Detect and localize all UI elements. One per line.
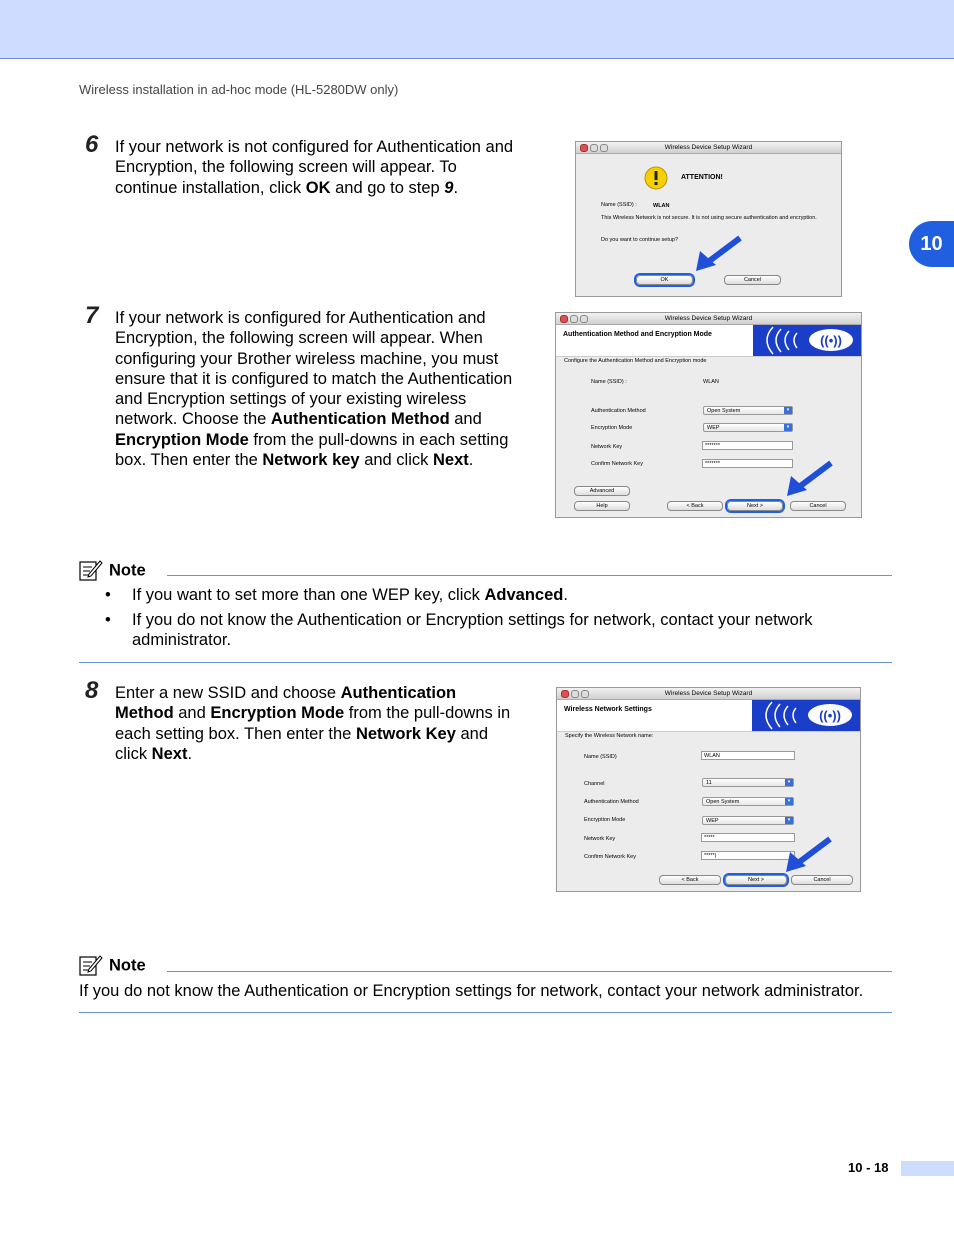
top-band (0, 0, 954, 59)
auth-method-label: Authentication Method (591, 408, 646, 414)
chevron-down-icon: ▾ (785, 779, 793, 786)
cancel-button[interactable]: Cancel (724, 275, 781, 285)
subtitle: Specify the Wireless Network name: (565, 733, 654, 739)
dialog-banner (556, 325, 861, 357)
dialog-title: Wireless Device Setup Wizard (664, 315, 753, 322)
network-key-label: Network Key (584, 836, 616, 842)
banner-title: Authentication Method and Encryption Mode (563, 331, 712, 338)
pointer-arrow (782, 834, 834, 874)
step-number-7: 7 (85, 302, 99, 329)
channel-label: Channel (584, 781, 605, 787)
back-button[interactable]: < Back (659, 875, 721, 885)
attention-heading: ATTENTION! (681, 174, 723, 181)
channel-select[interactable]: 11 ▾ (702, 778, 794, 787)
window-controls[interactable] (580, 144, 610, 156)
ssid-label: Name (SSID) : (591, 379, 627, 385)
note-end-rule (79, 662, 892, 663)
note-pencil-icon (79, 955, 103, 977)
encryption-mode-select[interactable]: WEP ▾ (703, 423, 793, 432)
confirm-key-field[interactable]: ******* (702, 459, 793, 468)
step-number-6: 6 (85, 131, 99, 158)
encryption-mode-select[interactable]: WEP ▾ (702, 816, 794, 825)
wireless-logo-icon (753, 325, 861, 356)
svg-text:((•)): ((•)) (820, 333, 842, 348)
auth-method-select[interactable]: Open System ▾ (702, 797, 794, 806)
dialog-title-bar (576, 142, 841, 154)
running-header: Wireless installation in ad-hoc mode (HL-5280DW only) (79, 82, 399, 97)
auth-method-select[interactable]: Open System ▾ (703, 406, 793, 415)
chevron-down-icon: ▾ (784, 407, 792, 414)
encryption-mode-label: Encryption Mode (591, 425, 633, 431)
auth-method-label: Authentication Method (584, 799, 639, 805)
help-button[interactable]: Help (574, 501, 630, 511)
note-rule (167, 575, 892, 576)
dialog-title-bar (556, 313, 861, 325)
ok-button[interactable]: OK (636, 275, 693, 285)
chevron-down-icon: ▾ (785, 817, 793, 824)
cancel-button[interactable]: Cancel (790, 501, 846, 511)
page-number: 10 - 18 (848, 1160, 889, 1175)
insecure-message: This Wireless Network is not secure. It is not using secure authentication and encryption. (601, 215, 817, 221)
chapter-tab: 10 (909, 221, 954, 267)
attention-dialog (575, 141, 842, 297)
banner-title: Wireless Network Settings (564, 706, 652, 713)
confirm-key-label: Confirm Network Key (584, 854, 636, 860)
encryption-mode-label: Encryption Mode (584, 817, 626, 823)
confirm-key-field[interactable]: *****| (701, 851, 795, 860)
note-rule (167, 971, 892, 972)
note-text: If you do not know the Authentication or Encryption settings for network, contact your network administrator. (79, 982, 864, 1000)
dialog-banner (557, 700, 860, 732)
footer-bar (901, 1161, 954, 1176)
ssid-field[interactable]: WLAN (701, 751, 795, 760)
cancel-button[interactable]: Cancel (791, 875, 853, 885)
note-pencil-icon (79, 560, 103, 582)
network-key-field[interactable]: ******* (702, 441, 793, 450)
confirm-key-label: Confirm Network Key (591, 461, 643, 467)
note-end-rule (79, 1012, 892, 1013)
step-8-text: Enter a new SSID and choose Authentication Method and Encryption Mode from the pull-downs in each setting box. Then enter the Network Key and click Next. (115, 684, 511, 763)
step-7-text: If your network is configured for Authentication and Encryption, the following screen will appear. When configuring your Brother wireless machine, you must ensure that it is configured to match the Authentication and Encryption settings of your existing wireless network. Choose the Authentication Method and Encryption Mode from the pull-downs in each setting box. Then enter the Network key and click Next. (115, 309, 513, 470)
ssid-label: Name (SSID) (584, 754, 617, 760)
back-button[interactable]: < Back (667, 501, 723, 511)
ssid-value: WLAN (653, 203, 670, 209)
svg-text:((•)): ((•)) (819, 708, 841, 723)
chevron-down-icon: ▾ (784, 424, 792, 431)
dialog-title-bar (557, 688, 860, 700)
network-key-field[interactable]: ***** (701, 833, 795, 842)
step-6-text: If your network is not configured for Authentication and Encryption, the following screen will appear. To continue installation, click OK and go to step 9. (115, 138, 514, 197)
advanced-button[interactable]: Advanced (574, 486, 630, 496)
ssid-label: Name (SSID) : (601, 202, 637, 208)
pointer-arrow (692, 233, 744, 273)
note-heading: Note (79, 955, 146, 977)
network-key-label: Network Key (591, 444, 623, 450)
next-button[interactable]: Next > (725, 875, 787, 885)
dialog-title: Wireless Device Setup Wizard (664, 144, 753, 151)
next-button[interactable]: Next > (727, 501, 783, 511)
chevron-down-icon: ▾ (785, 798, 793, 805)
continue-question: Do you want to continue setup? (601, 237, 679, 243)
warning-icon (643, 166, 669, 190)
subtitle: Configure the Authentication Method and Encryption mode (564, 358, 707, 364)
ssid-value: WLAN (703, 379, 719, 385)
wireless-logo-icon (752, 700, 860, 731)
step-number-8: 8 (85, 677, 99, 704)
dialog-title: Wireless Device Setup Wizard (664, 690, 753, 697)
pointer-arrow (783, 458, 835, 498)
note-heading: Note (79, 560, 146, 582)
